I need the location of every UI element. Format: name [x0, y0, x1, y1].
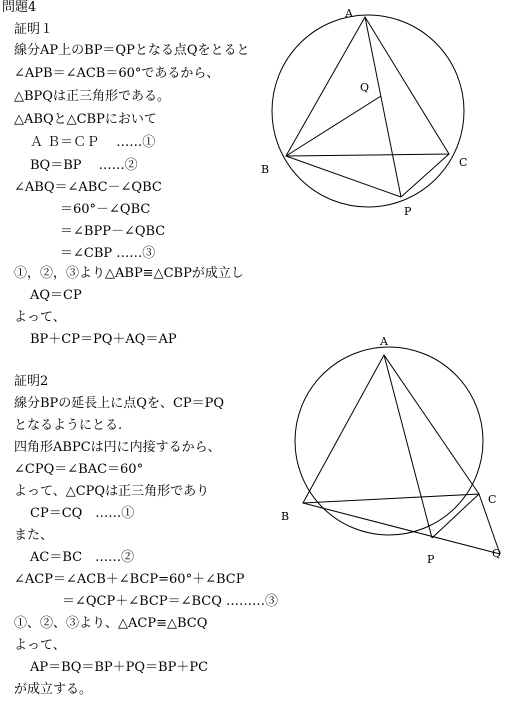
proof2-line: CP＝CQ ……① — [30, 506, 135, 521]
label-q: Q — [492, 547, 502, 560]
proof2-line: 線分BPの延長上に点Qを、CP＝PQ — [14, 396, 225, 411]
proof1-line: ∠APB＝∠ACB＝60°であるから、 — [14, 66, 220, 81]
proof2-line: ∠CPQ＝∠BAC＝60° — [14, 462, 144, 477]
proof2-line: よって、△CPQは正三角形であり — [14, 484, 210, 499]
proof2-line: ∠ACP＝∠ACB＋∠BCP=60°＋∠BCP — [14, 572, 245, 587]
proof1-line: △ABQと△CBPにおいて — [14, 112, 157, 127]
proof2-line: ①、②、③より、△ACP≡△BCQ — [14, 616, 208, 631]
proof2-line: よって、 — [14, 638, 66, 653]
proof2-line: ＝∠QCP＋∠BCP＝∠BCQ ………③ — [62, 594, 279, 609]
proof1-line: AQ＝CP — [30, 288, 82, 303]
proof2-line: AP＝BQ＝BP＋PQ＝BP＋PC — [30, 660, 209, 675]
proof1-line: ①，②，③より△ABP≡△CBPが成立し — [14, 266, 244, 281]
label-c: C — [459, 156, 468, 169]
proof2-line: 四角形ABPCは円に内接するから、 — [14, 440, 221, 455]
label-b: B — [261, 163, 270, 176]
proof1-line: ∠ABQ＝∠ABC－∠QBC — [14, 180, 162, 195]
proof1-line: BP＋CP＝PQ＋AQ＝AP — [30, 332, 177, 347]
proof1-line: ＝∠BPP－∠QBC — [60, 224, 166, 239]
label-p: P — [404, 205, 412, 218]
label-p: P — [427, 553, 435, 566]
segment-bq — [303, 503, 500, 554]
triangle-abc — [303, 355, 479, 503]
label-b: B — [281, 510, 290, 523]
segment-cp — [432, 494, 479, 538]
label-q: Q — [360, 81, 370, 94]
proof1-line: Ａ Ｂ＝ＣＰ ……① — [30, 135, 156, 150]
proof1-line: ＝60°－∠QBC — [60, 202, 151, 217]
proof1-line: 線分AP上のBP＝QPとなる点Qをとると — [14, 43, 250, 58]
proof1-line: ＝∠CBP ……③ — [60, 246, 156, 261]
label-a: A — [345, 7, 353, 20]
label-a: A — [380, 335, 388, 348]
label-c: C — [488, 493, 497, 506]
proof1-line: BQ＝BP ……② — [30, 158, 138, 173]
proof2-line: AC＝BC ……② — [30, 550, 135, 565]
segment-ap — [384, 355, 432, 538]
proof2-line: また、 — [14, 528, 54, 543]
proof2-line: となるようにとる. — [14, 418, 123, 433]
problem-title: 問題4 — [2, 0, 37, 15]
proof1-heading: 証明１ — [14, 22, 54, 37]
proof1-line: △BPQは正三角形である。 — [14, 89, 170, 104]
proof1-line: よって、 — [14, 310, 66, 325]
proof2-line: が成立する。 — [14, 682, 93, 697]
proof2-heading: 証明2 — [14, 374, 49, 389]
